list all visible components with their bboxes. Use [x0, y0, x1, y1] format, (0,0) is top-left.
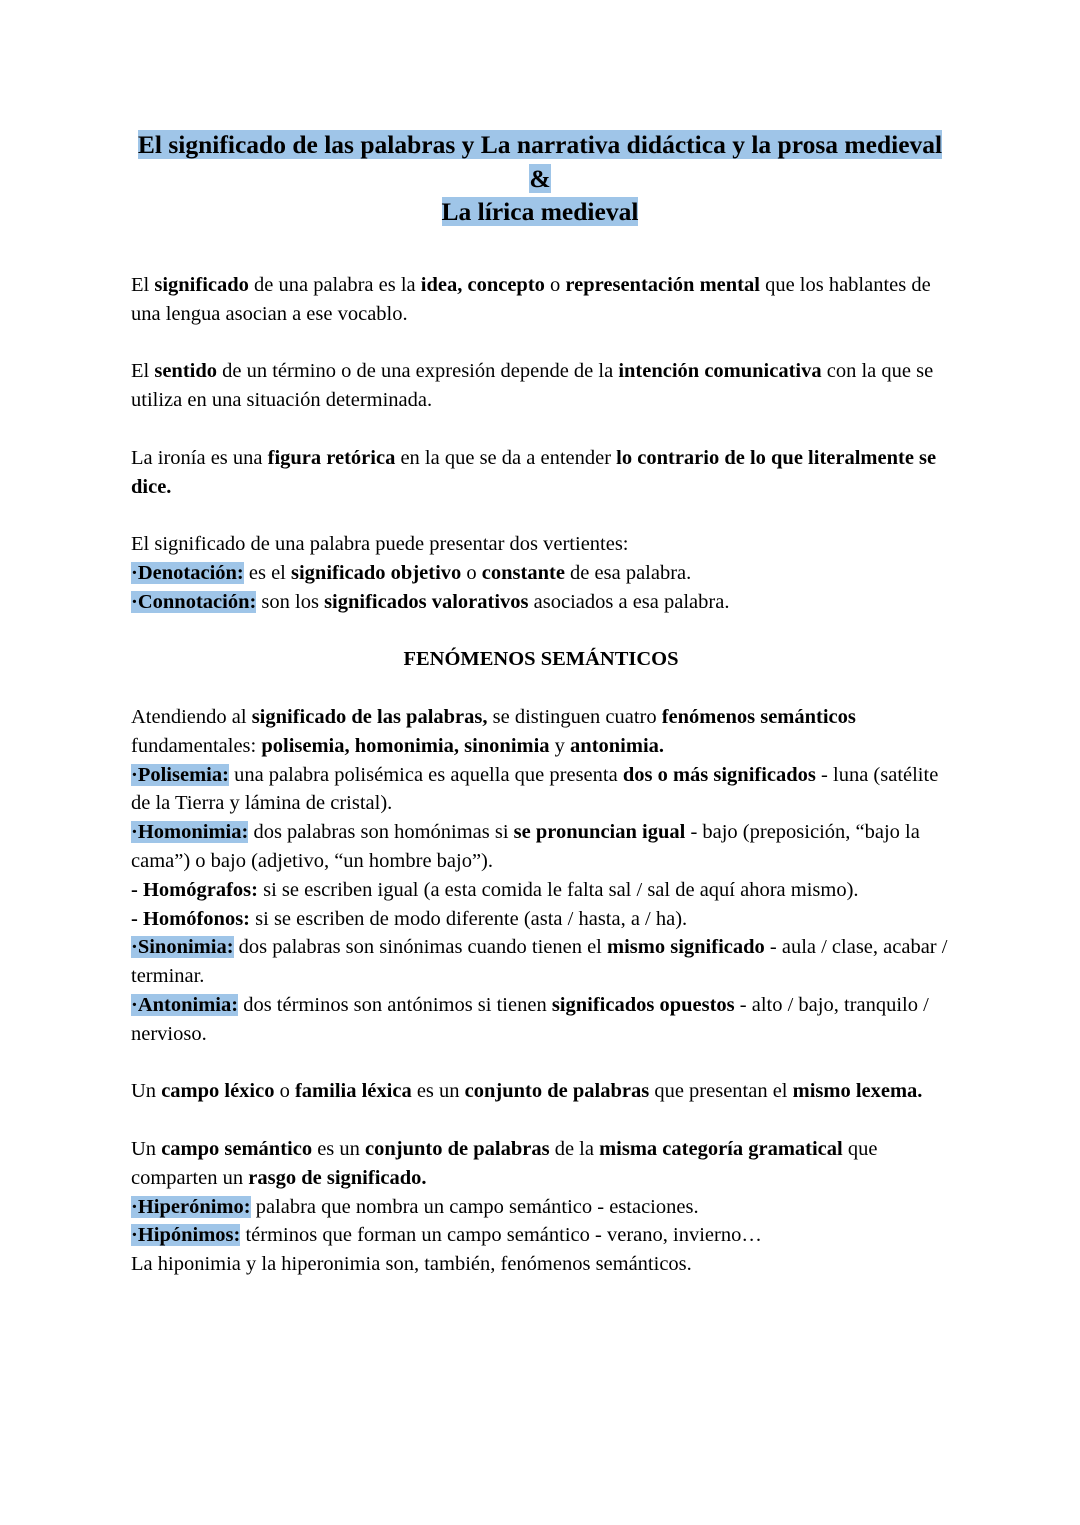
term-hiperonimo: ·Hiperónimo:: [131, 1195, 251, 1218]
term-sinonimia: ·Sinonimia:: [131, 936, 234, 959]
term-antonimia: ·Antonimia:: [131, 993, 239, 1016]
term-homofonos: - Homófonos:: [131, 907, 251, 930]
term-sentido: sentido: [154, 360, 217, 383]
document-body: [131, 271, 961, 1279]
section-title-fenomenos: FENÓMENOS SEMÁNTICOS: [403, 648, 679, 671]
document-title: [0, 128, 1080, 229]
list-item-connotacion: ·Connotación: son los significados valorativos asociados a esa palabra.: [131, 590, 730, 613]
term-connotacion: ·Connotación:: [131, 590, 257, 613]
list-item-homografos: - Homógrafos: si se escriben igual (a esta comida le falta sal / sal de aquí ahora mismo).: [131, 878, 859, 901]
list-item-homofonos: - Homófonos: si se escriben de modo diferente (asta / hasta, a / ha).: [131, 907, 688, 930]
list-item-sinonimia: ·Sinonimia: dos palabras son sinónimas cuando tienen el mismo significado - aula / clase, acabar / terminar.: [131, 936, 948, 988]
term-significado: significado: [154, 274, 249, 296]
list-item-denotacion: ·Denotación: es el significado objetivo o constante de esa palabra.: [131, 561, 692, 584]
title-line-1: El significado de las palabras y La narrativa didáctica y la prosa medieval: [137, 130, 943, 159]
paragraph-campo-semantico: Un campo semántico es un conjunto de palabras de la misma categoría gramatical que comparten un rasgo de significado.: [131, 1137, 878, 1189]
list-item-antonimia: ·Antonimia: dos términos son antónimos si tienen significados opuestos - alto / bajo, tranquilo / nervioso.: [131, 993, 929, 1045]
term-polisemia: ·Polisemia:: [131, 763, 229, 786]
term-homografos: - Homógrafos:: [131, 878, 258, 901]
title-line-3: La lírica medieval: [441, 197, 639, 226]
list-item-hiperonimo: ·Hiperónimo: palabra que nombra un campo semántico - estaciones.: [131, 1195, 699, 1218]
term-hiponimos: ·Hipónimos:: [131, 1224, 241, 1247]
list-item-hiponimos: ·Hipónimos: términos que forman un campo semántico - verano, invierno…: [131, 1224, 762, 1247]
paragraph-sentido: El sentido de un término o de una expresión depende de la intención comunicativa con la que se utiliza en una situación determinada.: [131, 360, 934, 412]
list-item-polisemia: ·Polisemia: una palabra polisémica es aquella que presenta dos o más significados - luna (satélite de la Tierra y lámina de cristal).: [131, 763, 939, 815]
paragraph-campo-lexico: Un campo léxico o familia léxica es un conjunto de palabras que presentan el mismo lexema.: [131, 1080, 923, 1103]
term-denotacion: ·Denotación:: [131, 561, 244, 584]
paragraph-ironia: La ironía es una figura retórica en la que se da a entender lo contrario de lo que literalmente se dice.: [131, 446, 937, 498]
paragraph-closing: La hiponimia y la hiperonimia son, también, fenómenos semánticos.: [131, 1253, 692, 1276]
paragraph-significado: El significado de una palabra es la idea, concepto o representación mental que los hablantes de una lengua asocian a ese vocablo.: [131, 274, 931, 325]
term-homonimia: ·Homonimia:: [131, 821, 249, 844]
title-ampersand: &: [529, 163, 551, 193]
paragraph-fenomenos-intro: Atendiendo al significado de las palabras, se distinguen cuatro fenómenos semánticos fundamentales: polisemia, homonimia, sinonimia y antonimia.: [131, 705, 856, 757]
list-item-homonimia: ·Homonimia: dos palabras son homónimas si se pronuncian igual - bajo (preposición, “bajo la cama”) o bajo (adjetivo, “un hombre bajo”).: [131, 821, 920, 872]
paragraph-vertientes-intro: El significado de una palabra puede presentar dos vertientes:: [131, 533, 629, 556]
